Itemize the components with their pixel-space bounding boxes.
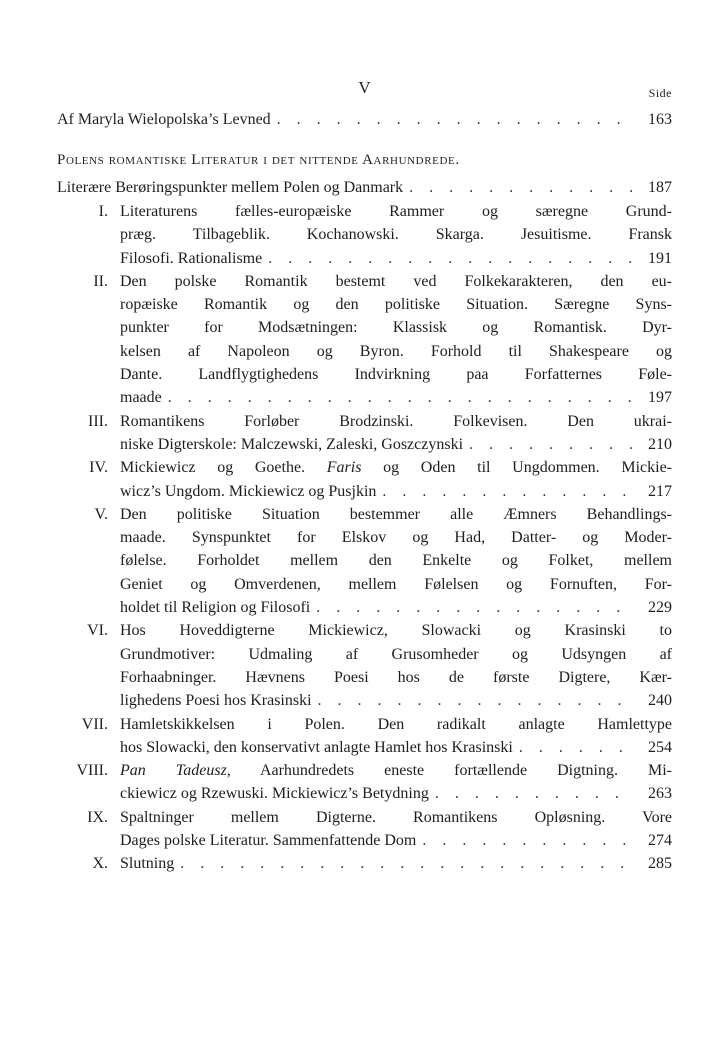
chapter-numeral: II. (93, 272, 108, 290)
chapter-numeral: VIII. (76, 762, 108, 780)
chapter-description (120, 852, 672, 875)
chapter-page: 191 (648, 249, 672, 267)
chapter-text-line: punkter for Modsætningen: Klassisk og Romantisk. Dyr- (120, 319, 672, 337)
leader-dots (409, 176, 632, 200)
chapter-text-line: holdet til Religion og Filosofi (120, 599, 311, 617)
chapter-text-line: Slutning (120, 855, 175, 873)
chapter-text-line: hos Slowacki, den konservativt anlagte Hamlet hos Krasinski (120, 738, 513, 756)
chapter-text-line: Hamletskikkelsen i Polen. Den radikalt anlagte Hamlettype (120, 715, 672, 733)
chapter-description (120, 456, 672, 503)
chapter-text-line: følelse. Forholdet mellem den Enkelte og Folket, mellem (120, 552, 672, 570)
chapter-text-line: maade (120, 389, 162, 407)
chapter-numeral: VI. (87, 622, 108, 640)
entry-title: Af Maryla Wielopolska’s Levned (57, 111, 271, 128)
chapter-page: 240 (648, 692, 672, 710)
chapter-text-line: Hos Hoveddigterne Mickiewicz, Slowacki og Krasinski to (120, 622, 672, 640)
chapter-text-line: ckiewicz og Rzewuski. Mickiewicz’s Betydning (120, 785, 429, 803)
entry-title: Literære Berøringspunkter mellem Polen og Danmark (57, 179, 404, 196)
leader-dots (422, 829, 632, 852)
leader-dots (435, 782, 632, 805)
page-number: V (358, 78, 371, 97)
chapter-page: 210 (648, 435, 672, 453)
chapter-text-line: Forhaabninger. Hævnens Poesi hos de første Digtere, Kær- (120, 668, 672, 686)
chapter-page: 197 (648, 389, 672, 407)
chapter-numeral: VII. (81, 715, 108, 733)
chapter-page: 217 (648, 482, 672, 500)
chapter-page: 274 (648, 832, 672, 850)
chapter-text-line: lighedens Poesi hos Krasinski (120, 692, 312, 710)
chapter-description (120, 270, 672, 410)
leader-dots (277, 108, 632, 132)
chapter-numeral: III. (88, 412, 108, 430)
chapter-text-line: præg. Tilbageblik. Kochanowski. Skarga. Jesuitisme. Fransk (120, 226, 672, 244)
toc-entry-top (57, 108, 672, 132)
chapter-text-line: Romantikens Forløber Brodzinski. Folkevisen. Den ukrai- (120, 412, 672, 430)
page-header (57, 78, 672, 100)
chapter-page: 263 (648, 785, 672, 803)
chapter-description (120, 759, 672, 806)
entry-page: 163 (648, 111, 672, 128)
chapter-page: 229 (648, 599, 672, 617)
chapter-numeral: I. (98, 203, 108, 220)
leader-dots (519, 736, 632, 759)
chapter-text-line: Literaturens fælles-europæiske Rammer og særegne Grund- (120, 203, 672, 220)
chapter-text-line: Den polske Romantik bestemt ved Folkekarakteren, den eu- (120, 272, 672, 290)
leader-dots (268, 247, 632, 270)
chapter-description (120, 200, 672, 270)
chapter-description (120, 806, 672, 853)
chapter-page: 285 (648, 855, 672, 873)
chapter-text-line: Mickiewicz og Goethe. Faris og Oden til Ungdommen. Mickie- (120, 459, 673, 477)
chapter-text-line: niske Digterskole: Malczewski, Zaleski, Goszczynski (120, 435, 464, 453)
entry-page: 187 (648, 179, 672, 196)
chapter-numeral: IV. (89, 459, 108, 477)
chapter-numeral: V. (94, 505, 108, 523)
side-column-label: Side (648, 86, 672, 100)
leader-dots (318, 689, 632, 712)
chapter-numeral: IX. (87, 808, 108, 826)
chapter-text-line: ropæiske Romantik og den politiske Situation. Særegne Syns- (120, 296, 672, 314)
chapter-text-line: Spaltninger mellem Digterne. Romantikens Opløsning. Vore (120, 808, 672, 826)
section-title-text: Polens romantiske Literatur i det nittende Aarhundrede. (57, 152, 460, 168)
chapter-text-line: maade. Synspunktet for Elskov og Had, Datter- og Moder- (120, 529, 672, 547)
chapter-text-line: Den politiske Situation bestemmer alle Æmners Behandlings- (120, 505, 672, 523)
chapter-numeral: X. (92, 855, 108, 873)
leader-dots (316, 596, 632, 619)
chapter-description (120, 503, 672, 619)
section-title (57, 152, 672, 169)
chapter-description (120, 410, 672, 457)
chapter-description (120, 619, 672, 712)
toc-entry-intro (57, 176, 672, 200)
chapter-text-line: Dante. Landflygtighedens Indvirkning paa Forfatternes Føle- (120, 366, 672, 384)
leader-dots (382, 480, 632, 503)
chapter-text-line: wicz’s Ungdom. Mickiewicz og Pusjkin (120, 482, 377, 500)
chapter-text-line: Filosofi. Rationalisme (120, 249, 263, 267)
leader-dots (469, 433, 632, 456)
chapter-description (120, 713, 672, 760)
chapter-page: 254 (648, 738, 672, 756)
chapter-text-line: kelsen af Napoleon og Byron. Forhold til Shakespeare og (120, 342, 672, 360)
chapter-text-line: Dages polske Literatur. Sammenfattende Dom (120, 832, 417, 850)
chapter-text-line: Pan Tadeusz, Aarhundredets eneste fortællende Digtning. Mi- (120, 762, 672, 780)
leader-dots (168, 386, 632, 409)
chapter-text-line: Grundmotiver: Udmaling af Grusomheder og Udsyngen af (120, 645, 672, 663)
leader-dots (180, 852, 632, 875)
chapter-text-line: Geniet og Omverdenen, mellem Følelsen og Fornuften, For- (120, 575, 672, 593)
